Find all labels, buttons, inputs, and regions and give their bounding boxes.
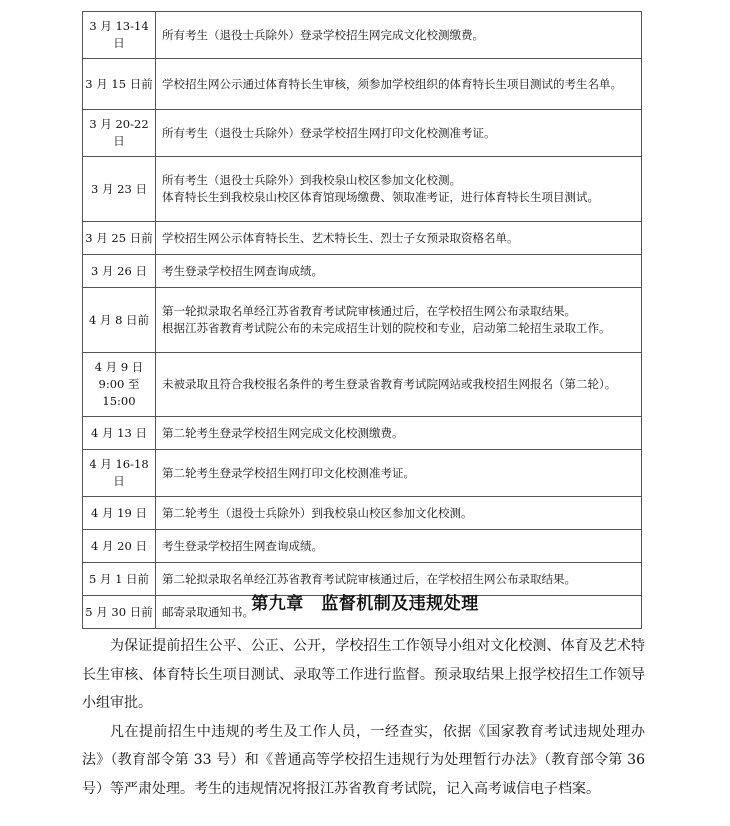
schedule-date: 4 月 13 日 xyxy=(83,417,156,450)
schedule-desc-line: 所有考生（退役士兵除外）到我校泉山校区参加文化校测。 体育特长生到我校泉山校区体育馆现场缴费、领取准考证，进行体育特长生项目测试。 xyxy=(162,173,599,204)
table-row xyxy=(83,353,642,417)
schedule-date: 3 月 13-14 日 xyxy=(83,12,156,59)
schedule-desc xyxy=(156,157,642,222)
schedule-desc: 考生登录学校招生网查询成绩。 xyxy=(156,255,642,288)
table-row xyxy=(83,530,642,563)
schedule-desc: 邮寄录取通知书。 xyxy=(156,596,642,629)
schedule-desc: 第二轮考生（退役士兵除外）到我校泉山校区参加文化校测。 xyxy=(156,497,642,530)
schedule-date: 4 月 16-18 日 xyxy=(83,450,156,497)
schedule-date: 4 月 9 日 9:00 至 15:00 xyxy=(83,353,156,417)
table-row xyxy=(83,222,642,255)
schedule-desc xyxy=(156,288,642,353)
schedule-desc: 考生登录学校招生网查询成绩。 xyxy=(156,530,642,563)
table-row xyxy=(83,157,642,222)
schedule-date: 3 月 23 日 xyxy=(83,157,156,222)
schedule-desc: 第二轮拟录取名单经江苏省教育考试院审核通过后，在学校招生网公布录取结果。 xyxy=(156,563,642,596)
paragraph: 为保证提前招生公平、公正、公开，学校招生工作领导小组对文化校测、体育及艺术特长生审核、体育特长生项目测试、录取等工作进行监督。预录取结果上报学校招生工作领导小组审批。 xyxy=(82,638,645,711)
table-row xyxy=(83,110,642,157)
schedule-desc: 第二轮考生登录学校招生网打印文化校测准考证。 xyxy=(156,450,642,497)
chapter-body xyxy=(82,632,645,803)
paragraph: 凡在提前招生中违规的考生及工作人员，一经查实，依据《国家教育考试违规处理办法》（教育部令第 33 号）和《普通高等学校招生违规行为处理暂行办法》（教育部令第 36 号）等严肃处理。考生的违规情况将报江苏省教育考试院，记入高考诚信电子档案。 xyxy=(82,723,645,797)
schedule-date: 3 月 20-22 日 xyxy=(83,110,156,157)
table-row xyxy=(83,417,642,450)
schedule-desc-line: 第一轮拟录取名单经江苏省教育考试院审核通过后，在学校招生网公布录取结果。 根据江苏省教育考试院公布的未完成招生计划的院校和专业，启动第二轮招生录取工作。 xyxy=(162,304,611,335)
table-row xyxy=(83,288,642,353)
table-row xyxy=(83,450,642,497)
schedule-desc: 学校招生网公示通过体育特长生审核，须参加学校组织的体育特长生项目测试的考生名单。 xyxy=(156,59,642,110)
schedule-date: 3 月 15 日前 xyxy=(83,59,156,110)
schedule-desc: 未被录取且符合我校报名条件的考生登录省教育考试院网站或我校招生网报名（第二轮）。 xyxy=(156,353,642,417)
table-row xyxy=(83,59,642,110)
schedule-date: 4 月 8 日前 xyxy=(83,288,156,353)
schedule-desc: 所有考生（退役士兵除外）登录学校招生网打印文化校测准考证。 xyxy=(156,110,642,157)
schedule-date: 3 月 25 日前 xyxy=(83,222,156,255)
table-row xyxy=(83,497,642,530)
schedule-desc: 第二轮考生登录学校招生网完成文化校测缴费。 xyxy=(156,417,642,450)
schedule-date: 5 月 30 日前 xyxy=(83,596,156,629)
schedule-table xyxy=(82,11,642,629)
table-row xyxy=(83,255,642,288)
schedule-date: 4 月 19 日 xyxy=(83,497,156,530)
schedule-desc: 所有考生（退役士兵除外）登录学校招生网完成文化校测缴费。 xyxy=(156,12,642,59)
schedule-date: 5 月 1 日前 xyxy=(83,563,156,596)
table-row xyxy=(83,12,642,59)
schedule-desc: 学校招生网公示体育特长生、艺术特长生、烈士子女预录取资格名单。 xyxy=(156,222,642,255)
schedule-date: 4 月 20 日 xyxy=(83,530,156,563)
chapter-title: 第九章 监督机制及违规处理 xyxy=(251,594,479,614)
schedule-date: 3 月 26 日 xyxy=(83,255,156,288)
schedule-body xyxy=(83,12,642,629)
